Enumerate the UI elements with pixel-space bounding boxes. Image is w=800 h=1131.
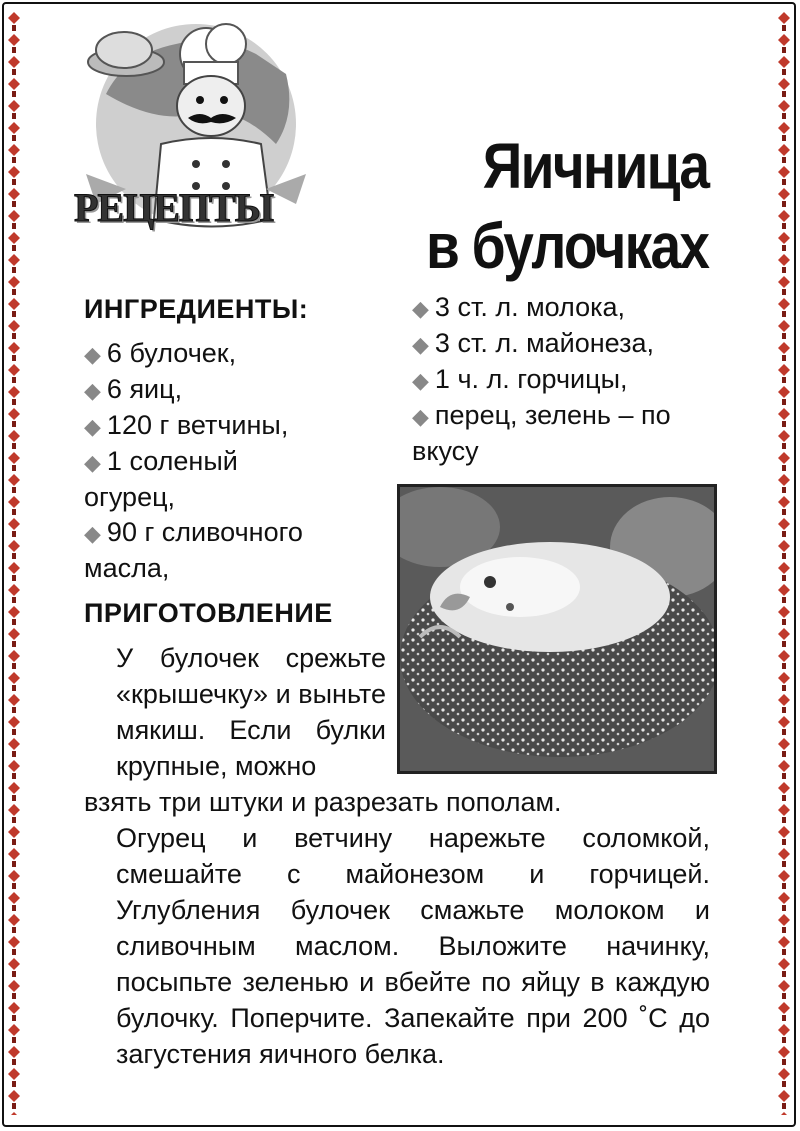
diamond-bullet-icon: ◆ (84, 342, 101, 367)
ingredients-heading: ИНГРЕДИЕНТЫ: (84, 294, 309, 324)
list-item: ◆ 3 ст. л. майонеза, (412, 328, 654, 358)
diamond-bullet-icon: ◆ (84, 450, 101, 475)
left-ornament-border (6, 10, 22, 1115)
diamond-bullet-icon: ◆ (412, 332, 429, 357)
dish-image (400, 487, 714, 771)
ingredients-right-list (412, 290, 732, 469)
preparation-paragraph-2: Огурец и ветчину нарежьте соломкой, смешайте с майонезом и горчицей. Углубления булочек смажьте молоком и сливочным маслом. Выложите начинку, посыпьте зеленью и вбейте по яйцу в каждую булочку. Поперчите. Запекайте при 200 ˚С до загустения яичного белка. (116, 823, 710, 1069)
list-item: ◆ 6 булочек, (84, 338, 237, 368)
list-item: ◆ 1 ч. л. горчицы, (412, 364, 628, 394)
title-line-2: в булочках (425, 210, 708, 282)
preparation-paragraph-1-start: У булочек срежьте «крышечку» и выньте мякиш. Если булки крупные, можно (116, 643, 386, 781)
diamond-bullet-icon: ◆ (84, 414, 101, 439)
diamond-bullet-icon: ◆ (412, 296, 429, 321)
dish-photo (397, 484, 717, 774)
list-item: ◆ 90 г сливочного масла, (84, 517, 303, 583)
list-item: ◆ 6 яиц, (84, 374, 183, 404)
diamond-bullet-icon: ◆ (84, 521, 101, 546)
recipe-title (426, 126, 708, 286)
ingredients-left-list (84, 336, 384, 586)
right-ornament-border (776, 10, 792, 1115)
preparation-paragraph-1-end: взять три штуки и разрезать пополам. (84, 787, 562, 817)
diamond-bullet-icon: ◆ (412, 404, 429, 429)
list-item: ◆ перец, зелень – по вкусу (412, 400, 671, 466)
list-item: ◆ 3 ст. л. молока, (412, 292, 626, 322)
title-line-1: Яичница (482, 130, 708, 202)
list-item: ◆ 120 г ветчины, (84, 410, 289, 440)
list-item: ◆ 1 соленый огурец, (84, 446, 238, 512)
diamond-bullet-icon: ◆ (412, 368, 429, 393)
logo-text: РЕЦЕПТЫ (74, 185, 273, 230)
diamond-bullet-icon: ◆ (84, 378, 101, 403)
preparation-heading: ПРИГОТОВЛЕНИЕ (84, 598, 333, 628)
